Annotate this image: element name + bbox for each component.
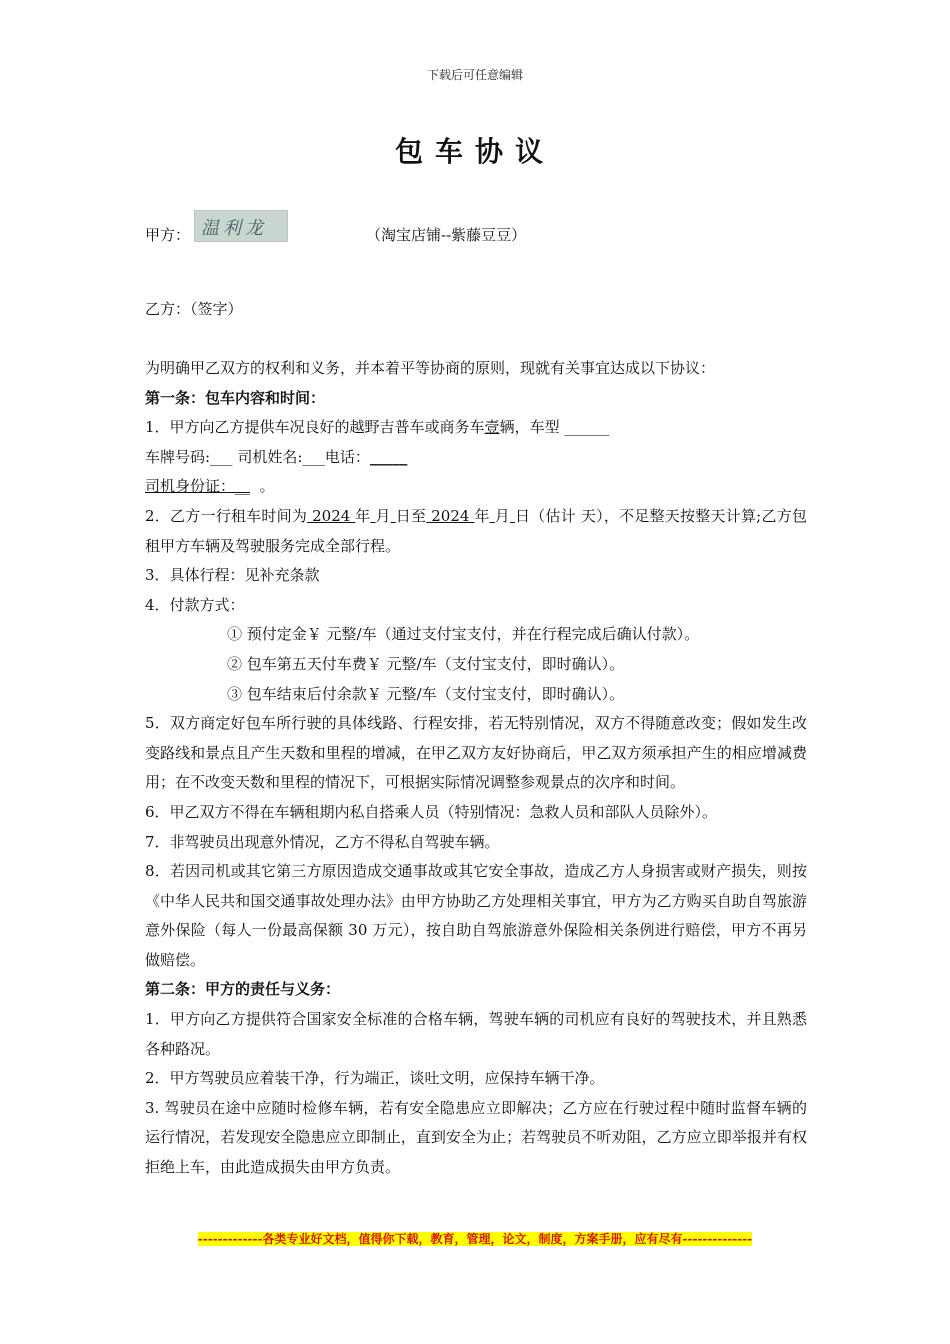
article1-item4: 4．付款方式： bbox=[145, 595, 245, 614]
page-title: 包车协议 bbox=[394, 135, 555, 168]
footer-banner bbox=[0, 1228, 950, 1247]
party-a-label: 甲方： bbox=[145, 226, 191, 244]
driver-id-line: 司机身份证：__ 。 bbox=[145, 477, 275, 496]
article1-item5: 5．双方商定好包车所行驶的具体线路、行程安排，若无特别情况，双方不得随意改变；假如发生改变路线和景点且产生天数和里程的增减，在甲乙双方友好协商后，甲乙双方须承担产生的相应增减费用；在不改变天数和里程的情况下，可根据实际情况调整参观景点的次序和时间。 bbox=[145, 714, 807, 792]
payment-item-2: ② 包车第五天付车费￥ 元整/车（支付宝支付，即时确认）。 bbox=[227, 654, 625, 673]
page-header: 下载后可任意编辑 bbox=[426, 68, 523, 82]
article1-item8: 8．若因司机或其它第三方原因造成交通事故或其它安全事故，造成乙方人身损害或财产损失，则按《中华人民共和国交通事故处理办法》由甲方协助乙方处理相关事宜，甲方为乙方购买自助自驾旅游意外保险（每人一份最高保额 30 万元），按自助自驾旅游意外保险相关条例进行赔偿，甲方不再另做赔偿。 bbox=[145, 862, 807, 969]
article2-item2: 2．甲方驾驶员应着装干净，行为端正，谈吐文明，应保持车辆干净。 bbox=[145, 1069, 605, 1088]
article2-item1: 1．甲方向乙方提供符合国家安全标准的合格车辆，驾驶车辆的司机应有良好的驾驶技术，并且熟悉各种路况。 bbox=[145, 1010, 807, 1058]
party-a-signature-image bbox=[194, 210, 288, 242]
article1-item3: 3．具体行程：见补充条款 bbox=[145, 566, 320, 585]
article1-item2: 2．乙方一行租车时间为 2024 年 月 日至 2024 年 月 日（估计 天），不足整天按整天计算;乙方包租甲方车辆及驾驶服务完成全部行程。 bbox=[145, 506, 807, 555]
article1-item6: 6．甲乙双方不得在车辆租期内私自搭乘人员（特别情况：急救人员和部队人员除外）。 bbox=[145, 802, 718, 821]
intro-paragraph: 为明确甲乙双方的权利和义务，并本着平等协商的原则，现就有关事宜达成以下协议： bbox=[145, 359, 716, 377]
article1-item7: 7．非驾驶员出现意外情况，乙方不得私自驾驶车辆。 bbox=[145, 832, 500, 851]
plate-line: 车牌号码:___ 司机姓名:___电话：_____ bbox=[145, 447, 408, 466]
payment-item-3: ③ 包车结束后付余款￥ 元整/车（支付宝支付，即时确认）。 bbox=[227, 684, 625, 703]
party-b-label: 乙方：（签字） bbox=[145, 300, 243, 318]
agreement-body bbox=[145, 354, 807, 1183]
article1-heading: 第一条：包车内容和时间： bbox=[145, 388, 326, 407]
footer-text: -------------各类专业好文档，值得你下载，教育，管理，论文，制度，方案手册，应有尽有-------------- bbox=[197, 1232, 753, 1246]
signature-text: 温利龙 bbox=[201, 218, 267, 239]
party-a-shop: （淘宝店铺--紫藤豆豆） bbox=[366, 226, 527, 244]
article1-item1: 1．甲方向乙方提供车况良好的越野吉普车或商务车壹辆，车型 ______ bbox=[145, 418, 610, 437]
article2-item3: 3. 驾驶员在途中应随时检修车辆，若有安全隐患应立即解决；乙方应在行驶过程中随时监督车辆的运行情况，若发现安全隐患应立即制止，直到安全为止；若驾驶员不听劝阻，乙方应立即举报并有权拒绝上车，由此造成损失由甲方负责。 bbox=[145, 1098, 807, 1177]
payment-item-1: ① 预付定金￥ 元整/车（通过支付宝支付，并在行程完成后确认付款）。 bbox=[227, 625, 700, 644]
article2-heading: 第二条：甲方的责任与义务： bbox=[145, 980, 341, 999]
